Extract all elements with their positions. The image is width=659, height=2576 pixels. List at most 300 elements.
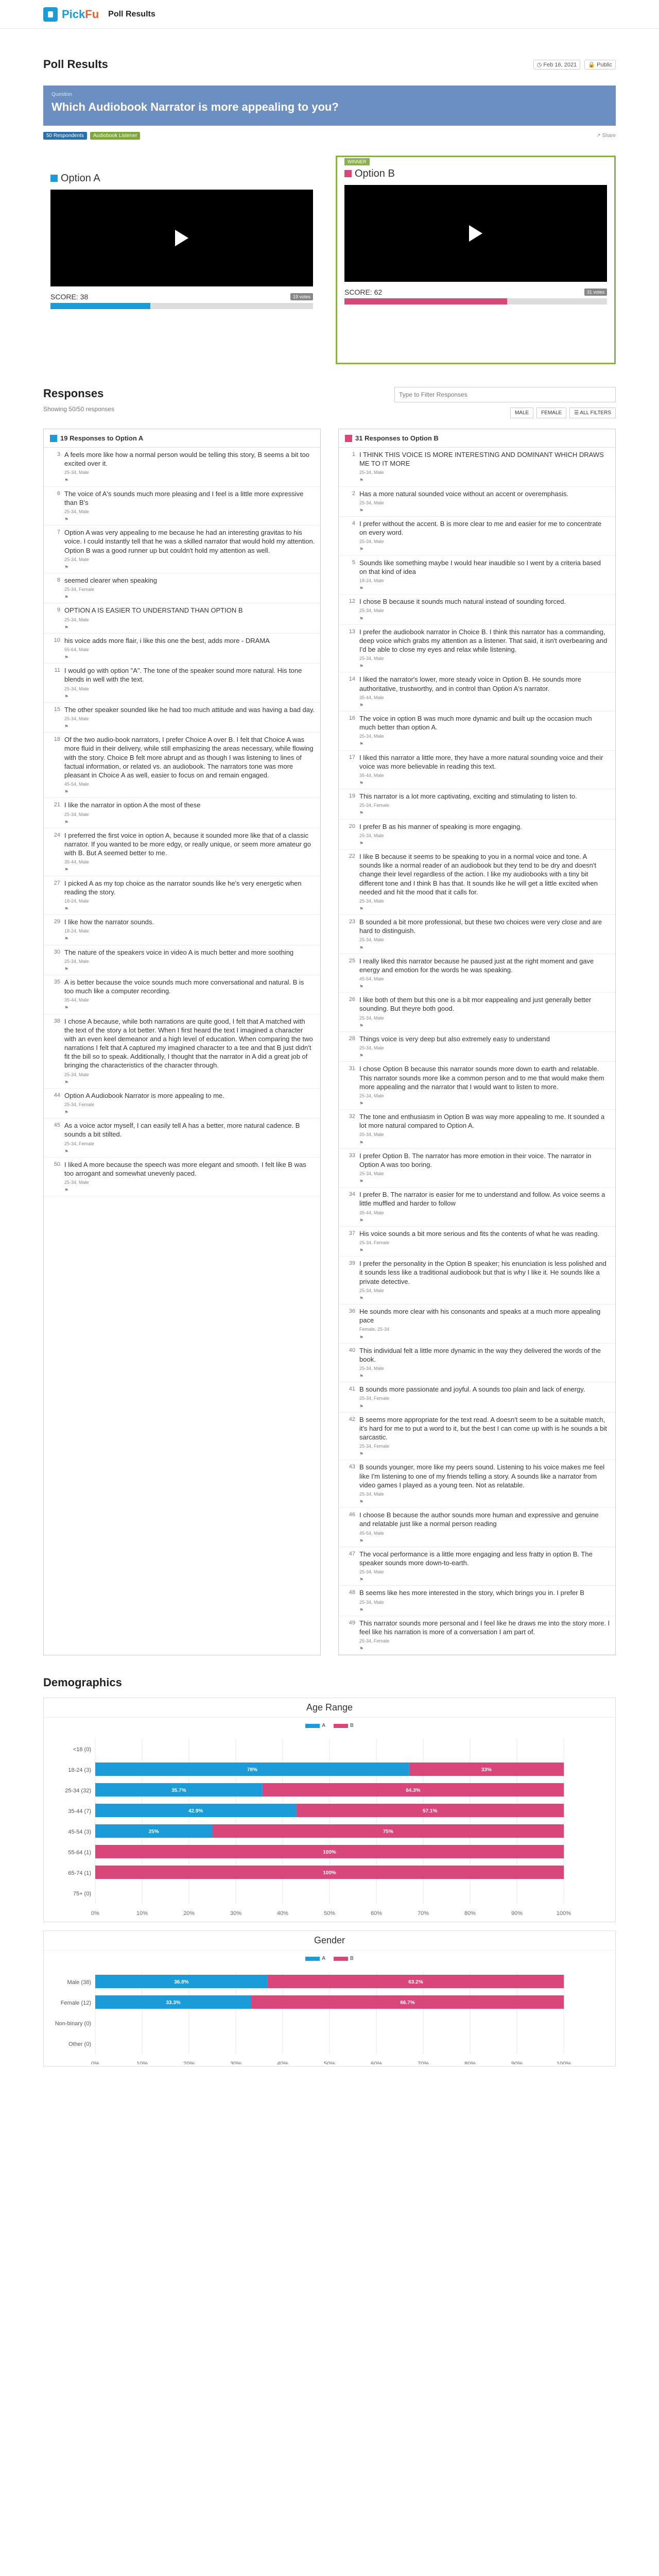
response-number: 9 bbox=[57, 607, 60, 614]
response-demographic: 25-34, Male bbox=[359, 1171, 384, 1176]
gender-title: Gender bbox=[44, 1931, 615, 1951]
option-a-responses bbox=[43, 429, 321, 1655]
response-item bbox=[44, 945, 320, 975]
x-tick-label: 40% bbox=[276, 2061, 289, 2065]
response-text: I like both of them but this one is a bit mor eappealing and just generally better sounding. But theyre both good. bbox=[359, 996, 592, 1013]
response-flag[interactable]: ⚑ bbox=[64, 1005, 69, 1011]
response-item bbox=[339, 595, 615, 624]
y-category-label: Male (38) bbox=[67, 1979, 91, 1986]
bar-value-label: 57.1% bbox=[423, 1808, 438, 1815]
response-text: I prefer without the accent. B is more clear to me and easier for me to concentrate on every word. bbox=[359, 520, 602, 537]
response-number: 5 bbox=[352, 559, 355, 566]
x-tick-label: 80% bbox=[464, 2061, 476, 2065]
y-category-label: 65-74 (1) bbox=[68, 1870, 91, 1877]
response-flag[interactable]: ⚑ bbox=[64, 906, 69, 911]
logo[interactable] bbox=[43, 7, 99, 22]
response-demographic: 25-34, Male bbox=[359, 500, 384, 505]
response-flag[interactable]: ⚑ bbox=[359, 1053, 364, 1059]
response-text: I chose Option B because this narrator sounds more down to earth and relatable. This narrator sounds more like a common person and to me that would make them more appealing and the narrator that I would want to listen to more. bbox=[359, 1065, 604, 1091]
response-item bbox=[44, 1158, 320, 1197]
response-text: Of the two audio-book narrators, I prefer Choice A over B. I felt that Choice A was more fluid in their delivery, while still emphasizing the areas necessary, while flowing with the story. Choice B felt more abrupt and as though I was listening to lines of factual information, or related vs. an audiobook. The narrators tone was more pleasant in Choice A as well, easier to focus on and remain engaged. bbox=[64, 736, 314, 779]
response-text: Has a more natural sounded voice without an accent or overemphasis. bbox=[359, 489, 569, 498]
page-title: Poll Results bbox=[43, 58, 108, 71]
response-flag[interactable]: ⚑ bbox=[359, 1538, 364, 1544]
response-number: 17 bbox=[349, 754, 355, 760]
response-text: Option A Audiobook Narrator is more appealing to me. bbox=[64, 1091, 224, 1099]
response-flag[interactable]: ⚑ bbox=[359, 547, 364, 552]
response-number: 19 bbox=[349, 793, 355, 800]
response-number: 15 bbox=[54, 706, 60, 713]
x-tick-label: 100% bbox=[556, 1910, 571, 1917]
filter-female-button[interactable]: FEMALE bbox=[536, 408, 566, 418]
response-item bbox=[44, 487, 320, 526]
response-demographic: 25-34, Male bbox=[64, 617, 89, 622]
response-flag[interactable]: ⚑ bbox=[359, 702, 364, 708]
audience-badge: Audiobook Listener bbox=[90, 132, 141, 140]
response-demographic: 25-34, Male bbox=[359, 898, 384, 904]
response-number: 14 bbox=[349, 676, 355, 683]
response-text: A feels more like how a normal person would be telling this story, B seems a bit too excited over it. bbox=[64, 451, 309, 468]
filter-input[interactable] bbox=[394, 387, 616, 402]
response-flag[interactable]: ⚑ bbox=[64, 517, 69, 522]
x-tick-label: 30% bbox=[230, 1910, 242, 1917]
response-item bbox=[339, 1149, 615, 1188]
legend-b: B bbox=[334, 1956, 354, 1961]
response-number: 13 bbox=[349, 628, 355, 635]
visibility-badge[interactable]: 🔒 Public bbox=[584, 60, 616, 70]
option-b-swatch bbox=[344, 170, 352, 177]
response-flag[interactable]: ⚑ bbox=[359, 1217, 364, 1223]
response-demographic: 35-44, Male bbox=[359, 694, 384, 700]
response-number: 1 bbox=[352, 451, 355, 457]
response-demographic: 25-34, Male bbox=[359, 833, 384, 838]
age-range-svg bbox=[44, 1728, 615, 1920]
x-tick-label: 10% bbox=[136, 2061, 148, 2065]
response-text: his voice adds more flair, i like this one the best, adds more - DRAMA bbox=[64, 636, 270, 645]
response-text: I would go with option "A". The tone of the speaker sound more natural. His tone blends in well with the text. bbox=[64, 667, 302, 684]
respondents-badge: 50 Respondents bbox=[43, 132, 87, 140]
option-a-responses-header: 19 Responses to Option A bbox=[60, 434, 144, 442]
y-category-label: Non-binary (0) bbox=[55, 2021, 91, 2027]
response-text: Option A was very appealing to me because he had an interesting gravitas to his voice. I could instantly tell that he was a skilled narrator that would hold my attention. Option B was a good runner up but couldn't hold my attention as well. bbox=[64, 529, 315, 554]
share-link[interactable]: ↗ Share bbox=[596, 132, 616, 139]
response-number: 44 bbox=[54, 1092, 60, 1098]
response-text: I like the narrator in option A the most of these bbox=[64, 801, 201, 809]
response-number: 25 bbox=[349, 957, 355, 964]
response-item bbox=[44, 828, 320, 876]
response-item bbox=[44, 798, 320, 828]
response-item bbox=[44, 1118, 320, 1158]
response-flag[interactable]: ⚑ bbox=[64, 1148, 69, 1154]
option-a-title: Option A bbox=[61, 172, 100, 184]
response-item bbox=[339, 517, 615, 556]
response-text: His voice sounds a bit more serious and fits the contents of what he was reading. bbox=[359, 1229, 600, 1238]
option-a-card bbox=[43, 156, 320, 364]
response-number: 26 bbox=[349, 996, 355, 1003]
age-range-title: Age Range bbox=[44, 1698, 615, 1718]
response-flag[interactable]: ⚑ bbox=[64, 1188, 69, 1193]
x-tick-label: 30% bbox=[230, 2061, 242, 2065]
response-demographic: 45-54, Male bbox=[359, 976, 384, 982]
response-number: 2 bbox=[352, 490, 355, 497]
x-tick-label: 20% bbox=[183, 1910, 195, 1917]
response-item bbox=[339, 751, 615, 790]
response-number: 41 bbox=[349, 1386, 355, 1393]
x-tick-label: 90% bbox=[511, 2061, 523, 2065]
response-demographic: 35-44, Male bbox=[359, 1210, 384, 1215]
response-number: 22 bbox=[349, 853, 355, 860]
response-number: 18 bbox=[54, 736, 60, 743]
response-number: 27 bbox=[54, 879, 60, 886]
response-demographic: 45-54, Male bbox=[359, 1530, 384, 1536]
response-flag[interactable]: ⚑ bbox=[359, 1140, 364, 1145]
response-number: 20 bbox=[349, 823, 355, 829]
option-b-card bbox=[336, 156, 616, 364]
response-demographic: 25-34, Male bbox=[359, 1569, 384, 1575]
response-flag[interactable]: ⚑ bbox=[359, 586, 364, 591]
x-tick-label: 50% bbox=[323, 2061, 336, 2065]
option-b-score-bar bbox=[344, 298, 607, 304]
response-item bbox=[339, 1616, 615, 1655]
response-flag[interactable]: ⚑ bbox=[359, 984, 364, 990]
response-item bbox=[339, 1586, 615, 1616]
response-flag[interactable]: ⚑ bbox=[359, 1451, 364, 1457]
response-demographic: 45-54, Male bbox=[64, 782, 89, 787]
y-category-label: 18-24 (3) bbox=[68, 1767, 91, 1774]
response-text: I preferred the first voice in option A, because it sounded more like that of a classic narrator. If you wanted to be more edgy, or really unique, or seem more amateur go with B. But A seemed better to me. bbox=[64, 831, 311, 857]
response-text: Sounds like something maybe I would hear inaudible so I went by a criteria based on that kind of idea bbox=[359, 558, 601, 575]
y-category-label: 75+ (0) bbox=[73, 1891, 91, 1897]
response-demographic: 25-34, Male bbox=[359, 1045, 384, 1051]
response-demographic: 25-34, Male bbox=[359, 1093, 384, 1098]
bar-value-label: 42.9% bbox=[188, 1808, 203, 1815]
gender-svg bbox=[44, 1961, 615, 2064]
y-category-label: 55-64 (1) bbox=[68, 1850, 91, 1856]
response-text: I picked A as my top choice as the narrator sounds like he's very energetic when reading the story. bbox=[64, 879, 302, 896]
response-demographic: 25-34, Male bbox=[359, 1365, 384, 1371]
x-tick-label: 60% bbox=[370, 1910, 383, 1917]
option-b-video[interactable] bbox=[344, 185, 607, 282]
x-tick-label: 40% bbox=[276, 1910, 289, 1917]
response-number: 36 bbox=[349, 1308, 355, 1315]
option-b-score-fill bbox=[344, 298, 507, 304]
response-flag[interactable]: ⚑ bbox=[359, 1295, 364, 1301]
response-number: 37 bbox=[349, 1230, 355, 1236]
response-demographic: 25-34, Female bbox=[64, 587, 95, 592]
response-number: 49 bbox=[349, 1619, 355, 1626]
option-b-responses-header: 31 Responses to Option B bbox=[355, 434, 439, 442]
response-item bbox=[44, 526, 320, 573]
response-flag[interactable]: ⚑ bbox=[359, 478, 364, 483]
response-text: B seems like hes more interested in the story, which brings you in. I prefer B bbox=[359, 1589, 584, 1597]
response-flag[interactable]: ⚑ bbox=[359, 1100, 364, 1106]
response-flag[interactable]: ⚑ bbox=[64, 789, 69, 795]
response-demographic: 25-34, Male bbox=[359, 656, 384, 662]
response-flag[interactable]: ⚑ bbox=[359, 741, 364, 747]
response-demographic: 35-44, Male bbox=[359, 772, 384, 778]
response-flag[interactable]: ⚑ bbox=[359, 507, 364, 513]
response-demographic: 25-34, Male bbox=[359, 1015, 384, 1021]
response-text: I THINK THIS VOICE IS MORE INTERESTING AND DOMINANT WHICH DRAWS ME TO IT MORE bbox=[359, 451, 604, 468]
option-b-responses bbox=[338, 429, 616, 1655]
response-item bbox=[44, 876, 320, 916]
response-number: 28 bbox=[349, 1035, 355, 1042]
response-item bbox=[339, 954, 615, 993]
bar-value-label: 66.7% bbox=[400, 2000, 415, 2006]
response-text: I liked A more because the speech was more elegant and smooth. I felt like B was too arrogant and somewhat unevenly paced. bbox=[64, 1160, 306, 1177]
response-flag[interactable]: ⚑ bbox=[359, 1607, 364, 1613]
y-category-label: Female (12) bbox=[60, 2000, 91, 2007]
response-text: The tone and enthusiasm in Option B was way more appealing to me. It sounded a lot more natural compared to Option A. bbox=[359, 1113, 605, 1130]
response-number: 42 bbox=[349, 1416, 355, 1422]
response-demographic: 25-34, Female bbox=[64, 1101, 95, 1107]
response-text: I liked this narrator a little more, they have a more natural sounding voice and their voice was more believable in reading this text. bbox=[359, 753, 603, 770]
response-item bbox=[339, 487, 615, 517]
response-flag[interactable]: ⚑ bbox=[359, 1248, 364, 1253]
response-text: Things voice is very deep but also extremely easy to understand bbox=[359, 1035, 550, 1043]
legend-a: A bbox=[305, 1723, 325, 1728]
response-demographic: 18-24, Male bbox=[64, 898, 89, 904]
response-text: I really liked this narrator because he paused just at the right moment and gave energy and emotion for the words he was speaking. bbox=[359, 957, 594, 974]
option-a-score: SCORE: 38 bbox=[50, 293, 89, 301]
x-tick-label: 10% bbox=[136, 1910, 148, 1917]
response-number: 29 bbox=[54, 919, 60, 925]
response-number: 7 bbox=[57, 529, 60, 536]
response-demographic: 25-34, Female bbox=[64, 1141, 95, 1146]
response-text: I like how the narrator sounds. bbox=[64, 918, 154, 926]
response-flag[interactable]: ⚑ bbox=[64, 1079, 69, 1085]
response-demographic: 18-24, Male bbox=[359, 578, 384, 583]
bar-value-label: 63.2% bbox=[408, 1979, 423, 1986]
y-category-label: 45-54 (3) bbox=[68, 1829, 91, 1836]
play-icon[interactable] bbox=[175, 230, 188, 246]
response-demographic: 25-34, Female bbox=[359, 803, 390, 808]
response-demographic: 35-44, Male bbox=[64, 859, 89, 865]
response-number: 6 bbox=[57, 490, 60, 497]
x-tick-label: 90% bbox=[511, 1910, 523, 1917]
response-demographic: 35-44, Male bbox=[64, 997, 89, 1003]
option-b-title: Option B bbox=[355, 167, 395, 179]
response-item bbox=[44, 975, 320, 1014]
bar-value-label: 35.7% bbox=[171, 1788, 186, 1794]
response-demographic: 25-34, Female bbox=[359, 1638, 390, 1644]
response-item bbox=[339, 1227, 615, 1257]
response-demographic: 25-34, Female bbox=[359, 1240, 390, 1246]
response-item bbox=[44, 634, 320, 664]
response-demographic: 25-34, Male bbox=[359, 470, 384, 476]
response-number: 16 bbox=[349, 715, 355, 721]
response-text: The voice of A's sounds much more pleasing and I feel is a little more expressive than B's bbox=[64, 489, 304, 506]
response-item bbox=[44, 733, 320, 798]
response-text: B sounds younger, more like my peers sound. Listening to his voice makes me feel like I'm listening to one of my friends telling a story. A sounds like a narrator from video games I played as a young teen. Not as relatable. bbox=[359, 1463, 605, 1489]
response-text: seemed clearer when speaking bbox=[64, 576, 157, 584]
response-number: 50 bbox=[54, 1161, 60, 1167]
question-text: Which Audiobook Narrator is more appealing to you? bbox=[51, 100, 339, 113]
response-item bbox=[339, 1062, 615, 1110]
y-category-label: 35-44 (7) bbox=[68, 1808, 91, 1815]
response-demographic: 25-34, Male bbox=[359, 539, 384, 545]
x-tick-label: 80% bbox=[464, 1910, 476, 1917]
response-number: 43 bbox=[349, 1464, 355, 1470]
response-demographic: 25-34, Male bbox=[359, 1132, 384, 1138]
response-number: 30 bbox=[54, 948, 60, 955]
question-label: Question bbox=[51, 92, 73, 97]
bar-value-label: 64.3% bbox=[406, 1788, 421, 1794]
option-a-swatch bbox=[50, 435, 57, 442]
pickfu-logo-icon bbox=[43, 7, 58, 22]
option-a-votes: 19 votes bbox=[290, 293, 313, 300]
response-item bbox=[339, 1032, 615, 1062]
response-flag[interactable]: ⚑ bbox=[64, 655, 69, 660]
x-tick-label: 20% bbox=[183, 2061, 195, 2065]
response-item bbox=[339, 1508, 615, 1547]
response-flag[interactable]: ⚑ bbox=[359, 945, 364, 951]
x-tick-label: 0% bbox=[91, 2061, 99, 2065]
response-text: I chose B because it sounds much natural instead of sounding forced. bbox=[359, 598, 566, 606]
response-demographic: 25-34, Male bbox=[64, 811, 89, 817]
response-number: 4 bbox=[352, 520, 355, 527]
response-text: I prefer Option B. The narrator has more emotion in their voice. The narrator in Option A was too boring. bbox=[359, 1151, 592, 1168]
response-flag[interactable]: ⚑ bbox=[64, 936, 69, 942]
response-demographic: 25-34, Male bbox=[64, 716, 89, 721]
response-number: 38 bbox=[54, 1018, 60, 1024]
response-flag[interactable]: ⚑ bbox=[64, 693, 69, 699]
response-item bbox=[339, 850, 615, 915]
response-number: 32 bbox=[349, 1113, 355, 1120]
response-demographic: 25-34, Female bbox=[359, 1396, 390, 1401]
response-item bbox=[339, 993, 615, 1032]
bar-value-label: 36.8% bbox=[174, 1979, 189, 1986]
response-flag[interactable]: ⚑ bbox=[64, 966, 69, 972]
response-flag[interactable]: ⚑ bbox=[359, 906, 364, 911]
response-demographic: 25-34, Male bbox=[359, 608, 384, 614]
response-flag[interactable]: ⚑ bbox=[359, 664, 364, 669]
response-demographic: 25-34, Male bbox=[359, 937, 384, 943]
response-flag[interactable]: ⚑ bbox=[359, 781, 364, 786]
response-demographic: 25-34, Male bbox=[64, 556, 89, 562]
response-flag[interactable]: ⚑ bbox=[64, 478, 69, 483]
response-item bbox=[339, 672, 615, 711]
response-item bbox=[339, 556, 615, 595]
response-flag[interactable]: ⚑ bbox=[64, 624, 69, 630]
legend-a: A bbox=[305, 1956, 325, 1961]
response-demographic: 25-34, Female bbox=[359, 1444, 390, 1449]
response-number: 39 bbox=[349, 1260, 355, 1267]
response-flag[interactable]: ⚑ bbox=[359, 810, 364, 816]
x-tick-label: 100% bbox=[556, 2061, 571, 2065]
x-tick-label: 50% bbox=[323, 1910, 336, 1917]
response-item bbox=[44, 573, 320, 603]
response-number: 46 bbox=[349, 1512, 355, 1518]
all-filters-button[interactable]: ☰ ALL FILTERS bbox=[569, 408, 616, 418]
response-text: The nature of the speakers voice in video A is much better and more soothing bbox=[64, 948, 294, 956]
response-flag[interactable]: ⚑ bbox=[359, 1334, 364, 1340]
response-demographic: 25-34, Male bbox=[64, 1180, 89, 1185]
response-demographic: 25-34, Male bbox=[64, 509, 89, 514]
response-item bbox=[339, 1413, 615, 1461]
response-number: 11 bbox=[54, 667, 60, 674]
response-item bbox=[339, 1188, 615, 1227]
response-text: OPTION A IS EASIER TO UNDERSTAND THAN OPTION B bbox=[64, 606, 243, 615]
response-text: A is better because the voice sounds much more conversational and natural. B is too much like a computer recording. bbox=[64, 978, 304, 995]
response-item bbox=[339, 820, 615, 850]
response-flag[interactable]: ⚑ bbox=[64, 867, 69, 873]
response-demographic: 25-34, Male bbox=[64, 470, 89, 476]
response-text: I like B because it seems to be speaking to you in a normal voice and tone. A sounds like a normal reader of an audiobook but they tend to be dry and doesn't change their level regardless of the action. I like my audiobooks with a tiny bit different tone and I think B has that. It sounds like he will get a little excited when needed and hit the mood that it calls for. bbox=[359, 853, 598, 896]
response-flag[interactable]: ⚑ bbox=[359, 1646, 364, 1652]
responses-title: Responses bbox=[43, 387, 104, 400]
response-item bbox=[339, 625, 615, 673]
response-flag[interactable]: ⚑ bbox=[359, 1374, 364, 1379]
response-number: 45 bbox=[54, 1122, 60, 1129]
response-flag[interactable]: ⚑ bbox=[64, 1110, 69, 1115]
y-category-label: Other (0) bbox=[68, 2041, 91, 2048]
response-demographic: Female, 25-34 bbox=[359, 1327, 390, 1332]
response-text: This narrator sounds more personal and I feel like he draws me into the story more. I feel like his narration is more of a conversation I am part of. bbox=[359, 1619, 610, 1636]
response-flag[interactable]: ⚑ bbox=[359, 1499, 364, 1505]
response-flag[interactable]: ⚑ bbox=[359, 1577, 364, 1583]
response-demographic: 25-34, Male bbox=[64, 958, 89, 964]
response-flag[interactable]: ⚑ bbox=[64, 595, 69, 600]
response-text: I prefer B. The narrator is easier for me to understand and follow. As voice seems a little muffled and harder to follow bbox=[359, 1191, 605, 1208]
response-demographic: 25-34, Male bbox=[359, 1491, 384, 1497]
response-demographic: 25-34, Male bbox=[359, 1599, 384, 1605]
response-number: 35 bbox=[54, 979, 60, 985]
bar-value-label: 100% bbox=[323, 1850, 336, 1856]
response-flag[interactable]: ⚑ bbox=[359, 840, 364, 846]
age-range-chart bbox=[43, 1698, 616, 1922]
response-text: I prefer B as his manner of speaking is more engaging. bbox=[359, 822, 522, 831]
response-number: 48 bbox=[349, 1589, 355, 1596]
question-box bbox=[43, 86, 616, 126]
option-a-video[interactable] bbox=[50, 190, 313, 286]
x-tick-label: 60% bbox=[370, 2061, 383, 2065]
response-number: 47 bbox=[349, 1550, 355, 1557]
gender-chart bbox=[43, 1930, 616, 2066]
response-flag[interactable]: ⚑ bbox=[64, 724, 69, 730]
response-flag[interactable]: ⚑ bbox=[359, 1179, 364, 1184]
x-tick-label: 70% bbox=[417, 1910, 429, 1917]
response-flag[interactable]: ⚑ bbox=[359, 1403, 364, 1409]
response-number: 3 bbox=[57, 451, 60, 457]
response-item bbox=[339, 1257, 615, 1304]
response-flag[interactable]: ⚑ bbox=[359, 616, 364, 621]
response-flag[interactable]: ⚑ bbox=[64, 564, 69, 570]
response-number: 23 bbox=[349, 919, 355, 925]
response-item bbox=[339, 448, 615, 487]
response-text: I prefer the audiobook narrator in Choice B. I think this narrator has a commanding, deep voice which grabs my attention as a listener. That said, it isn't overbearing and I'd be able to close my eyes and relax while listening. bbox=[359, 628, 608, 653]
response-text: I chose A because, while both narrations are quite good, I felt that A matched with the text of the story a lot better. When I first heard the text I imagined a character with an even keel demeanor and a high level of education. When comparing the two narrations I felt that A captured my imagined character to a tee and that B just didn't fit the bill so to speak. Additionally, I thought that the narrator in A did a great job of bringing the characteristics of the character through. bbox=[64, 1017, 313, 1070]
response-number: 21 bbox=[54, 802, 60, 808]
response-item bbox=[339, 1304, 615, 1344]
response-flag[interactable]: ⚑ bbox=[359, 1023, 364, 1028]
response-item bbox=[44, 664, 320, 703]
response-flag[interactable]: ⚑ bbox=[64, 819, 69, 825]
response-text: I prefer the personality in the Option B speaker; his enunciation is less polished and it sounds less like a traditional audiobook but that is why I like it. He sounds like a private detective. bbox=[359, 1260, 606, 1285]
response-item bbox=[339, 1110, 615, 1149]
response-text: The voice in option B was much more dynamic and built up the occasion much much better than option A. bbox=[359, 715, 592, 732]
option-a-swatch bbox=[50, 175, 58, 182]
bar-value-label: 33.3% bbox=[166, 2000, 181, 2006]
response-text: The other speaker sounded like he had too much attitude and was having a bad day. bbox=[64, 705, 315, 714]
filter-male-button[interactable]: MALE bbox=[510, 408, 533, 418]
response-item bbox=[44, 915, 320, 945]
response-text: B sounds more passionate and joyful. A sounds too plain and lack of energy. bbox=[359, 1385, 585, 1394]
bar-value-label: 75% bbox=[383, 1829, 393, 1835]
response-text: The vocal performance is a little more engaging and less fratty in option B. The speaker sounds more down-to-earth. bbox=[359, 1550, 593, 1567]
response-number: 24 bbox=[54, 832, 60, 838]
play-icon[interactable] bbox=[469, 225, 482, 242]
